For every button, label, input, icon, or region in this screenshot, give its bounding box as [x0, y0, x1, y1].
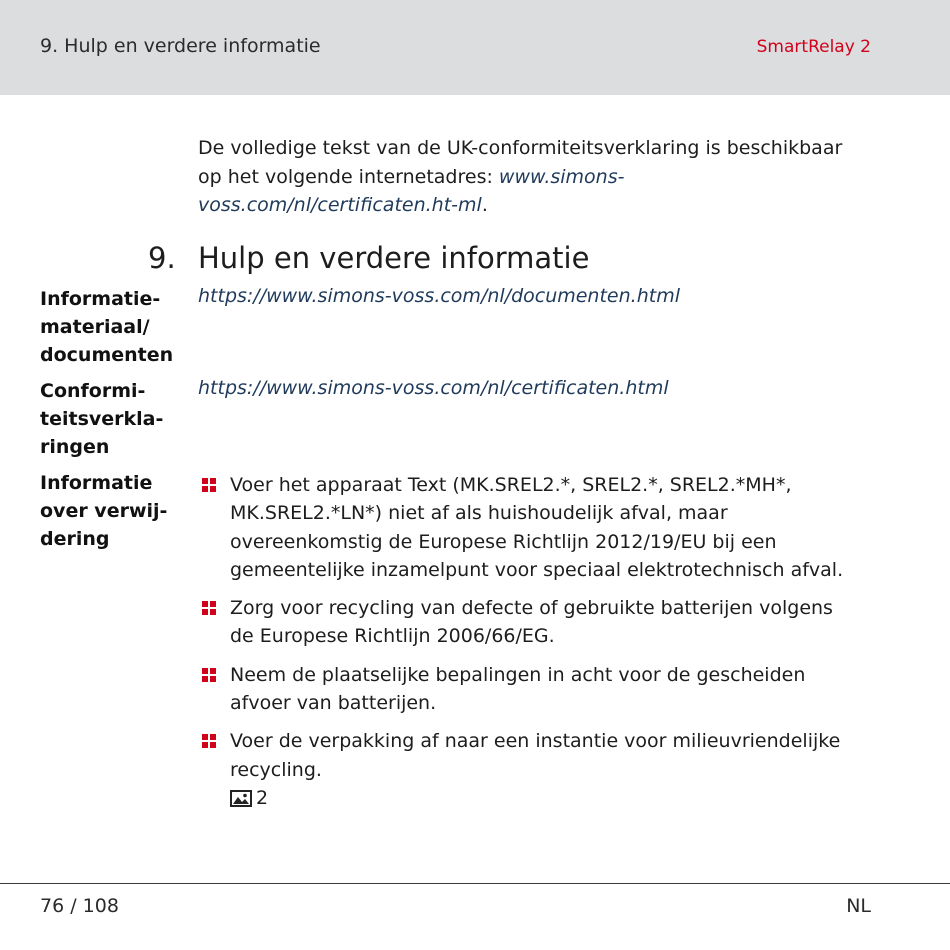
page-number: 76 / 108 [40, 895, 119, 917]
figure-reference[interactable] [230, 784, 268, 812]
intro-paragraph [198, 134, 868, 220]
list-item [202, 727, 862, 815]
image-icon [230, 790, 252, 807]
side-label-conformity [40, 377, 190, 461]
figure-number: 2 [256, 786, 269, 809]
side-label-documentation [40, 285, 190, 369]
header-title: 9. Hulp en verdere informatie [40, 35, 321, 57]
list-item [202, 594, 862, 651]
header-brand: SmartRelay 2 [756, 37, 871, 57]
footer-divider [0, 883, 950, 884]
language-code: NL [846, 895, 871, 917]
disposal-bullet-list [202, 471, 862, 825]
bullet-icon [202, 478, 216, 492]
side-label-line: documenten [40, 344, 174, 366]
section-number: 9. [148, 241, 176, 275]
section-title: Hulp en verdere informatie [198, 241, 590, 275]
bullet-icon [202, 668, 216, 682]
intro-text: De volledige tekst van de UK-conformiteitsverklaring is beschikbaar op het volgende internetadres: [198, 137, 843, 188]
list-item [202, 661, 862, 718]
certificates-link[interactable]: https://www.simons-voss.com/nl/certificaten.html [198, 377, 669, 399]
side-label-line: ringen [40, 436, 110, 458]
list-item-text: Voer de verpakking af naar een instantie voor milieuvriendelijke recycling. [230, 730, 841, 781]
side-label-line: teitsverkla- [40, 408, 164, 430]
list-item-text: Voer het apparaat Text (MK.SREL2.*, SREL2.*, SREL2.*MH*, MK.SREL2.*LN*) niet af als huishoudelijk afval, maar overeenkomstig de Europese Richtlijn 2012/19/EU bij een gemeentelijke inzamelpunt voor speciaal elektrotechnisch afval. [230, 474, 844, 581]
side-label-line: over verwij- [40, 500, 168, 522]
bullet-icon [202, 734, 216, 748]
side-label-line: dering [40, 528, 110, 550]
intro-link[interactable]: www.simons-voss.com/nl/certificaten.ht-ml [198, 165, 625, 216]
list-item [202, 471, 862, 584]
side-label-line: materiaal/ [40, 316, 150, 338]
side-label-line: Informatie- [40, 288, 161, 310]
intro-period: . [481, 194, 488, 216]
side-label-line: Conformi- [40, 380, 146, 402]
bullet-icon [202, 601, 216, 615]
side-label-line: Informatie [40, 472, 153, 494]
side-label-disposal [40, 469, 190, 553]
list-item-text: Neem de plaatselijke bepalingen in acht voor de gescheiden afvoer van batterijen. [230, 663, 806, 715]
page-header [0, 0, 950, 95]
documentation-link[interactable]: https://www.simons-voss.com/nl/documenten.html [198, 285, 680, 307]
list-item-text: Zorg voor recycling van defecte of gebruikte batterijen volgens de Europese Richtlijn 2006/66/EG. [230, 597, 833, 648]
